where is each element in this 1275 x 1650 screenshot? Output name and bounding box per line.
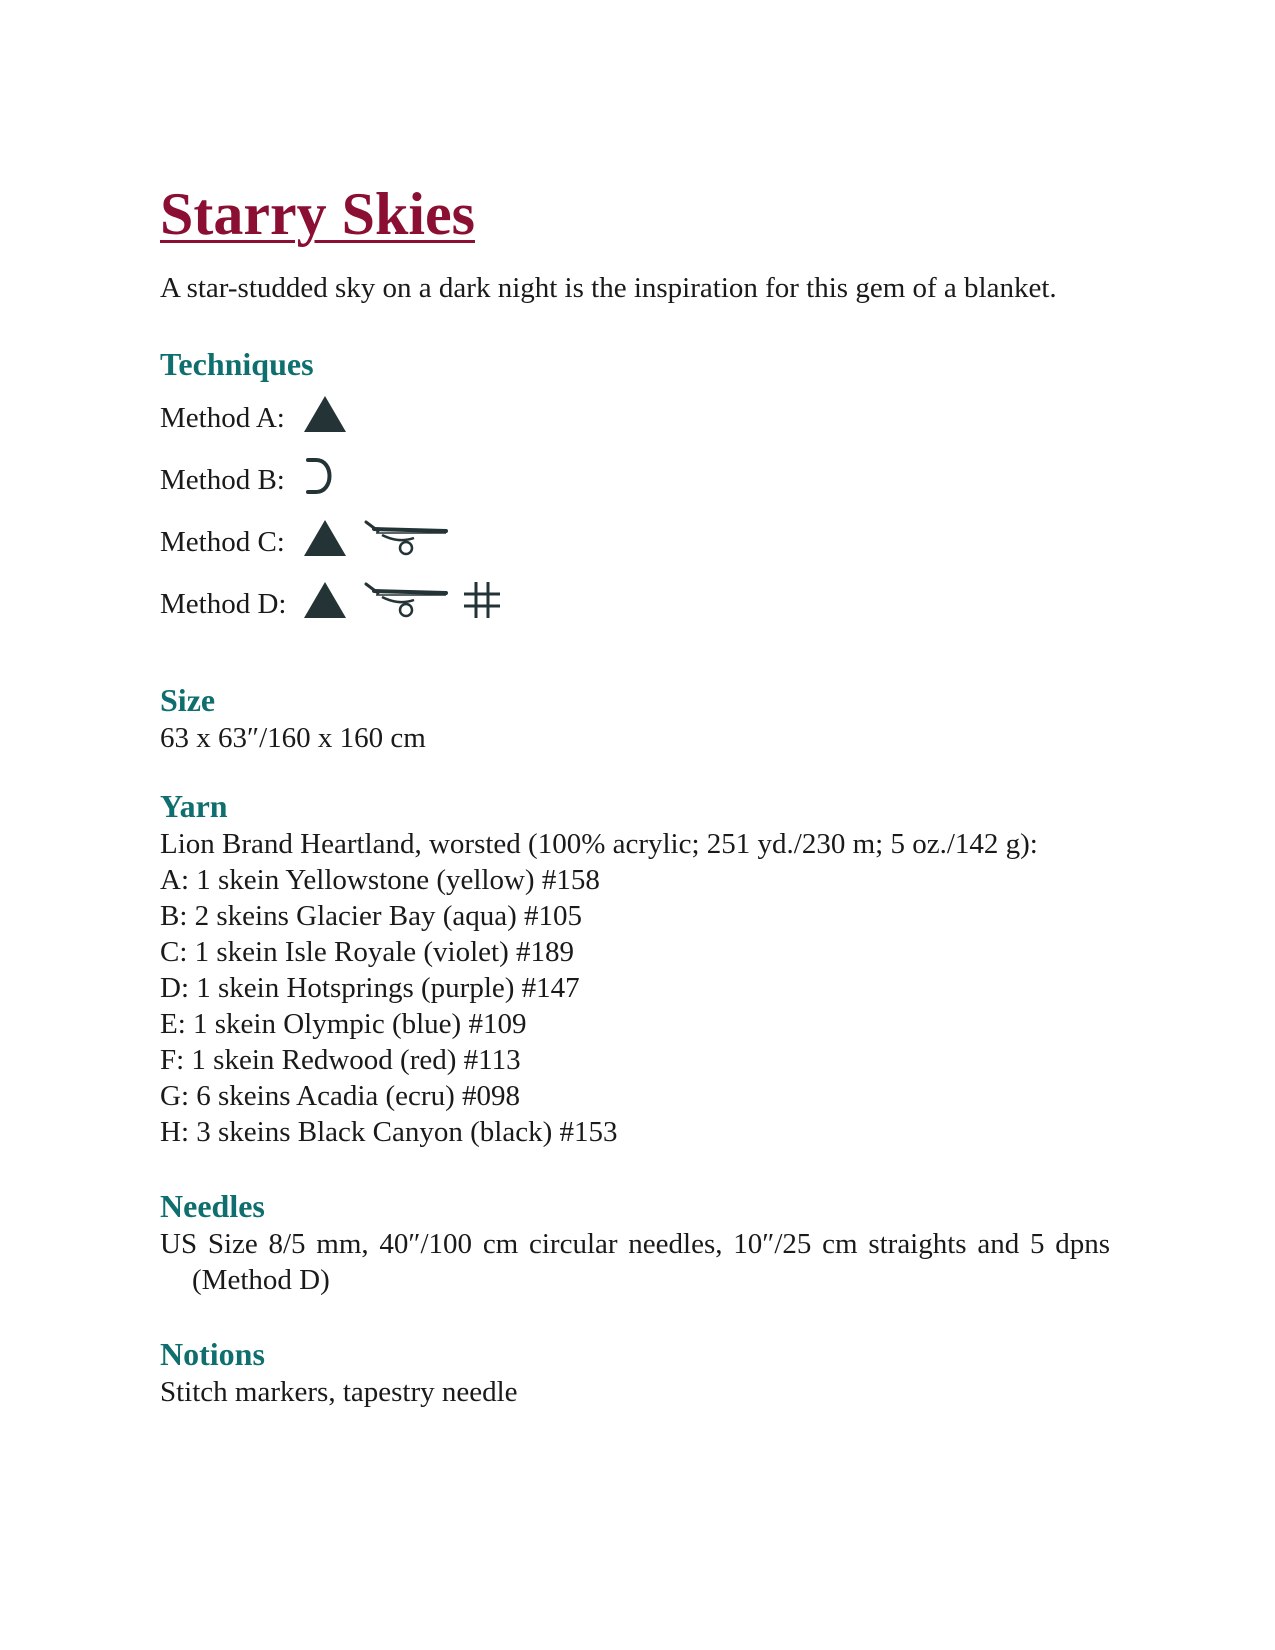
scissors-needle-icon <box>362 580 448 628</box>
size-text: 63 x 63″/160 x 160 cm <box>160 722 426 754</box>
method-label: Method C: <box>160 525 285 558</box>
notions-text: Stitch markers, tapestry needle <box>160 1376 518 1408</box>
yarn-line: Lion Brand Heartland, worsted (100% acrylic; 251 yd./230 m; 5 oz./142 g): <box>160 828 1038 860</box>
grid-icon <box>462 580 502 628</box>
method-b <box>160 452 1110 508</box>
intro-text: A star-studded sky on a dark night is the inspiration for this gem of a blanket. <box>160 272 1057 304</box>
yarn-line: F: 1 skein Redwood (red) #113 <box>160 1044 521 1076</box>
method-label: Method B: <box>160 463 285 496</box>
pattern-page <box>160 180 1110 1410</box>
yarn-line: E: 1 skein Olympic (blue) #109 <box>160 1008 527 1040</box>
needles-text: US Size 8/5 mm, 40″/100 cm circular needles, 10″/25 cm straights and 5 dpns (Method D) <box>160 1228 1110 1296</box>
yarn-line: D: 1 skein Hotsprings (purple) #147 <box>160 972 580 1004</box>
needles-heading: Needles <box>160 1188 265 1224</box>
yarn-list <box>160 826 1110 1150</box>
yarn-line: H: 3 skeins Black Canyon (black) #153 <box>160 1116 618 1148</box>
size-heading: Size <box>160 682 216 718</box>
method-a <box>160 390 1110 446</box>
yarn-line: G: 6 skeins Acadia (ecru) #098 <box>160 1080 520 1112</box>
notions-heading: Notions <box>160 1336 265 1372</box>
yarn-line: A: 1 skein Yellowstone (yellow) #158 <box>160 864 600 896</box>
techniques-heading: Techniques <box>160 346 314 382</box>
crochet-hook-icon <box>302 456 336 504</box>
method-d <box>160 576 1110 632</box>
method-c <box>160 514 1110 570</box>
page-title: Starry Skies <box>160 181 475 247</box>
yarn-heading: Yarn <box>160 788 228 824</box>
techniques-list <box>160 390 1110 632</box>
triangle-icon <box>302 394 348 442</box>
method-label: Method D: <box>160 587 287 620</box>
triangle-icon <box>302 580 348 628</box>
method-label: Method A: <box>160 401 285 434</box>
yarn-line: B: 2 skeins Glacier Bay (aqua) #105 <box>160 900 583 932</box>
scissors-needle-icon <box>362 518 448 566</box>
triangle-icon <box>302 518 348 566</box>
yarn-line: C: 1 skein Isle Royale (violet) #189 <box>160 936 574 968</box>
